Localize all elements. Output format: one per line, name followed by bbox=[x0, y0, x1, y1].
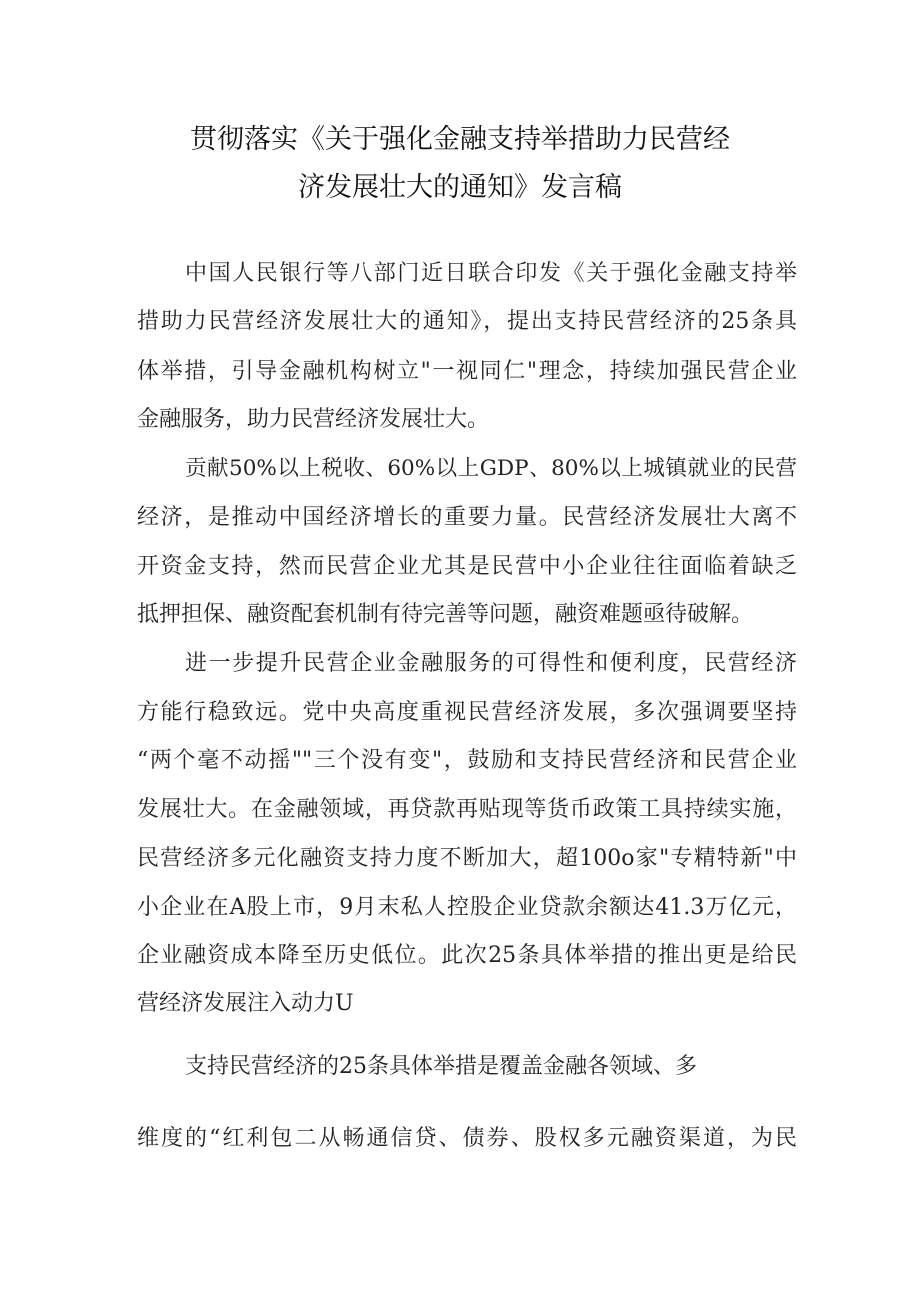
paragraph-1-line-4: 金融服务，助力民营经济发展壮大。 bbox=[137, 407, 490, 432]
paragraph-3-line-5: 民营经济多元化融资支持力度不断加大，超100o家"专精特新"中 bbox=[137, 846, 797, 871]
paragraph-4-line-2: 维度的“红利包二从畅通信贷、债券、股权多元融资渠道，为民 bbox=[137, 1126, 797, 1151]
paragraph-3-line-8: 营经济发展注入动力U bbox=[137, 991, 354, 1016]
paragraph-3-line-1: 进一步提升民营企业金融服务的可得性和便利度，民营经济 bbox=[185, 651, 797, 676]
paragraph-2-line-3: 开资金支持，然而民营企业尤其是民营中小企业往往面临着缺乏 bbox=[137, 554, 797, 579]
paragraph-1-line-3: 体举措，引导金融机构树立"一视同仁"理念，持续加强民营企业 bbox=[137, 359, 797, 384]
document-title-line-1: 贯彻落实《关于强化金融支持举措助力民营经 bbox=[190, 124, 730, 155]
paragraph-3-line-7: 企业融资成本降至历史低位。此次25条具体举措的推出更是给民 bbox=[137, 943, 797, 968]
paragraph-3-line-4: 发展壮大。在金融领域，再贷款再贴现等货币政策工具持续实施， bbox=[137, 797, 797, 822]
paragraph-1-line-1: 中国人民银行等八部门近日联合印发《关于强化金融支持举 bbox=[185, 261, 797, 286]
paragraph-2-line-4: 抵押担保、融资配套机制有待完善等问题，融资难题亟待破解。 bbox=[137, 602, 754, 627]
paragraph-3-line-2: 方能行稳致远。党中央高度重视民营经济发展，多次强调要坚持 bbox=[137, 700, 797, 725]
paragraph-2-line-1: 贡献50%以上税收、60%以上GDP、80%以上城镇就业的民营 bbox=[185, 456, 797, 481]
paragraph-3-line-6: 小企业在A股上市，9月末私人控股企业贷款余额达41.3万亿元， bbox=[137, 895, 797, 920]
paragraph-2-line-2: 经济，是推动中国经济增长的重要力量。民营经济发展壮大离不 bbox=[137, 505, 797, 530]
paragraph-1-line-2: 措助力民营经济发展壮大的通知》，提出支持民营经济的25条具 bbox=[137, 309, 797, 334]
paragraph-3-line-3: “两个毫不动摇""三个没有变"，鼓励和支持民营经济和民营企业 bbox=[137, 748, 797, 773]
document-title-line-2: 济发展壮大的通知》发言稿 bbox=[298, 172, 622, 203]
paragraph-4-line-1: 支持民营经济的25条具体举措是覆盖金融各领域、多 bbox=[185, 1054, 697, 1079]
